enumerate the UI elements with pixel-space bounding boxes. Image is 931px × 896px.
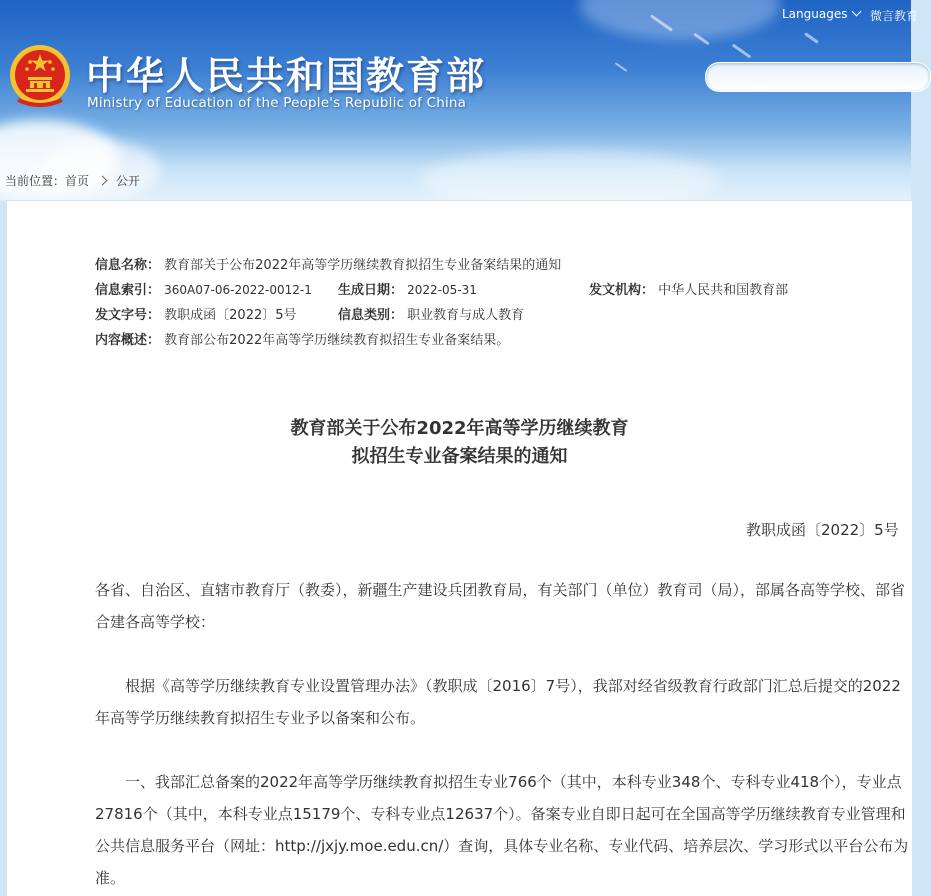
weibo-link[interactable]: 微言教育 bbox=[870, 9, 919, 23]
addressee-paragraph: 各省、自治区、直辖市教育厅（教委），新疆生产建设兵团教育局，有关部门（单位）教育司（局），部属各高等学校、部省合建各高等学校： bbox=[95, 581, 906, 631]
site-title-cn: 中华人民共和国教育部 bbox=[86, 54, 487, 98]
meta-value: 教育部关于公布2022年高等学历继续教育拟招生专业备案结果的通知 bbox=[164, 258, 562, 273]
meta-docno bbox=[95, 304, 297, 323]
meta-value: 教职成函〔2022〕5号 bbox=[164, 308, 297, 323]
site-header bbox=[0, 0, 919, 200]
meta-index bbox=[95, 279, 312, 298]
meta-label: 发文机构： bbox=[589, 283, 655, 298]
meta-issuer bbox=[589, 279, 788, 298]
meta-value: 2022-05-31 bbox=[407, 283, 477, 297]
chevron-down-icon bbox=[852, 7, 862, 17]
meta-category bbox=[338, 304, 524, 323]
body-paragraph-1: 根据《高等学历继续教育专业设置管理办法》（教职成〔2016〕7号），我部对经省级教育行政部门汇总后提交的2022年高等学历继续教育拟招生专业予以备案和公布。 bbox=[95, 677, 901, 727]
meta-summary bbox=[95, 329, 509, 348]
document-title-line2: 拟招生专业备案结果的通知 bbox=[351, 446, 568, 467]
streak-decoration bbox=[804, 32, 819, 44]
document-title-line1: 教育部关于公布2022年高等学历继续教育 bbox=[290, 418, 629, 439]
meta-date bbox=[338, 279, 477, 298]
streak-decoration bbox=[615, 62, 628, 72]
cloud-decoration bbox=[580, 0, 780, 40]
breadcrumb bbox=[5, 172, 140, 189]
meta-info-name bbox=[95, 254, 561, 273]
cloud-decoration bbox=[40, 140, 160, 200]
languages-label: Languages bbox=[782, 7, 848, 21]
meta-label: 信息索引： bbox=[95, 283, 161, 298]
languages-dropdown[interactable] bbox=[782, 7, 860, 21]
search-input[interactable] bbox=[705, 62, 931, 92]
breadcrumb-home-link[interactable]: 首页 bbox=[65, 174, 90, 188]
breadcrumb-current-link[interactable]: 公开 bbox=[116, 174, 141, 188]
meta-value: 中华人民共和国教育部 bbox=[658, 283, 789, 298]
body-paragraph-2: 一、我部汇总备案的2022年高等学历继续教育拟招生专业766个（其中，本科专业348个、专科专业418个），专业点27816个（其中，本科专业点15179个、专科专业点12637个）。备案专业自即日起可在全国高等学历继续教育专业管理和公共信息服务平台（网址：http://jxjy.moe.edu.cn/）查询，具体专业名称、专业代码、培养层次、学习形式以平台公布为准。 bbox=[95, 773, 909, 887]
meta-label: 生成日期： bbox=[338, 283, 404, 298]
meta-value: 360A07-06-2022-0012-1 bbox=[164, 283, 312, 297]
meta-label: 信息类别： bbox=[338, 308, 404, 323]
meta-label: 信息名称： bbox=[95, 258, 161, 273]
site-title-en: Ministry of Education of the People's Republic of China bbox=[87, 95, 467, 111]
meta-label: 内容概述： bbox=[95, 333, 161, 348]
breadcrumb-prefix: 当前位置： bbox=[5, 174, 66, 188]
article-panel bbox=[6, 200, 912, 896]
meta-label: 发文字号： bbox=[95, 308, 161, 323]
streak-decoration bbox=[732, 43, 752, 58]
document-number: 教职成函〔2022〕5号 bbox=[746, 521, 899, 539]
chevron-right-icon bbox=[98, 176, 108, 186]
meta-value: 教育部公布2022年高等学历继续教育拟招生专业备案结果。 bbox=[164, 333, 510, 348]
national-emblem-icon bbox=[8, 42, 72, 108]
meta-value: 职业教育与成人教育 bbox=[407, 308, 525, 323]
